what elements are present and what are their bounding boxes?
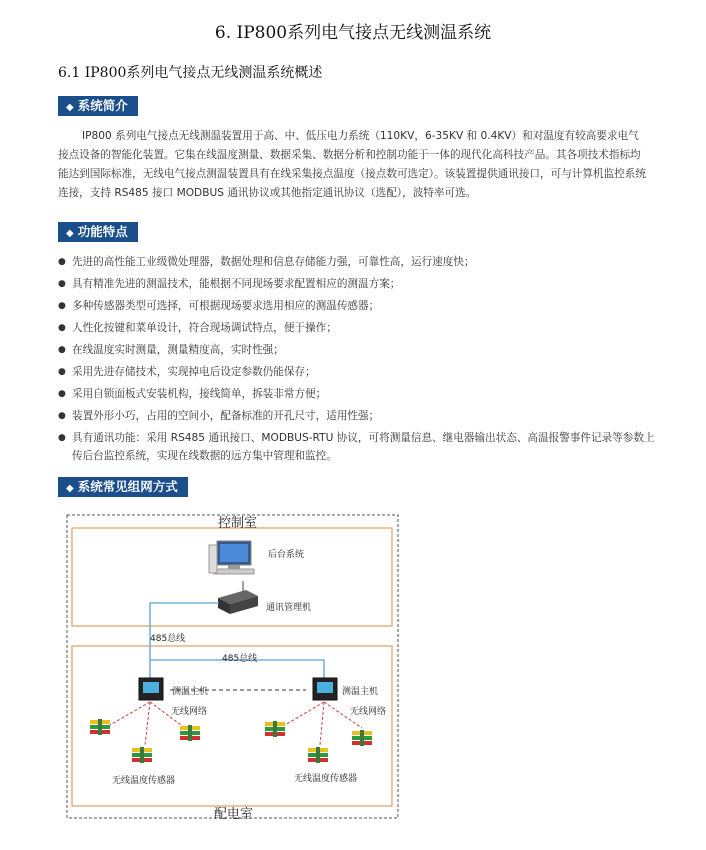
section-heading-network-label: 系统常见组网方式 (77, 479, 178, 494)
sensor-icon (308, 747, 328, 763)
sensor-icon (132, 747, 152, 763)
list-item-text: 采用先进存储技术，实现掉电后设定参数仍能保存； (72, 366, 316, 378)
list-item-text: 具有精准先进的测温技术，能根据不同现场要求配置相应的测温方案； (72, 278, 401, 290)
list-item-text: 采用自锁面板式安装机构，接线简单，拆装非常方便； (72, 388, 327, 400)
sensors-label: 无线温度传感器 (294, 774, 358, 784)
comm-manager-label: 通讯管理机 (266, 603, 312, 613)
diamond-icon: ◆ (66, 102, 74, 113)
wireless-label: 无线网络 (350, 707, 387, 717)
diamond-icon: ◆ (66, 483, 74, 494)
bullet-icon: ● (58, 411, 66, 421)
backend-label: 后台系统 (268, 550, 305, 560)
temperature-host-icon (313, 678, 337, 700)
diamond-icon: ◆ (66, 228, 74, 239)
bullet-icon: ● (58, 323, 66, 333)
sensors-label: 无线温度传感器 (112, 776, 176, 786)
bullet-icon: ● (58, 345, 66, 355)
host-label: 测温主机 (342, 687, 379, 697)
bullet-icon: ● (58, 433, 66, 443)
bullet-icon: ● (58, 301, 66, 311)
section-heading-intro-label: 系统简介 (77, 98, 128, 113)
bullet-icon: ● (58, 389, 66, 399)
sensor-icon (90, 719, 110, 735)
document-title: 6. IP800系列电气接点无线测温系统 (214, 23, 492, 43)
bus-label: 485总线 (150, 634, 186, 644)
bullet-icon: ● (58, 279, 66, 289)
list-item-text: 在线温度实时测量，测量精度高，实时性强； (72, 344, 284, 356)
list-item-text: 先进的高性能工业级微处理器，数据处理和信息存储能力强，可靠性高，运行速度快； (72, 256, 475, 268)
bullet-icon: ● (58, 257, 66, 267)
bullet-icon: ● (58, 367, 66, 377)
list-item-text: 装置外形小巧，占用的空间小，配备标准的开孔尺寸，适用性强； (72, 410, 380, 422)
wireless-label: 无线网络 (171, 707, 208, 717)
control-room-label: 控制室 (218, 516, 258, 531)
host-label: 测温主机 (172, 687, 209, 697)
computer-icon (209, 541, 254, 574)
sensor-icon (180, 725, 200, 741)
distribution-room-label: 配电室 (214, 807, 254, 822)
list-item-text: 具有通讯功能：采用 RS485 通讯接口、MODBUS-RTU 协议，可将测量信息、继电器输出状态、高温报警事件记录等参数上传后台监控系统，实现在线数据的远方集中管理和监控。 (72, 432, 655, 462)
temperature-host-icon (139, 678, 163, 700)
section-heading-features-label: 功能特点 (77, 224, 128, 239)
sensor-icon (265, 721, 285, 737)
intro-paragraph: IP800 系列电气接点无线测温装置用于高、中、低压电力系统（110KV，6-35KV 和 0.4KV）和对温度有较高要求电气接点设备的智能化装置。它集在线温度测量、数据采集、数据分析和控制功能于一体的现代化高科技产品。其各项技术指标均能达到国际标准，无线电气接点测温装置具有在线采集接点温度（接点数可选定）。该装置提供通讯接口，可与计算机监控系统连接，支持 RS485 接口 MODBUS 通讯协议或其他指定通讯协议（选配），波特率可选。 (58, 130, 646, 199)
section-subtitle: 6.1 IP800系列电气接点无线测温系统概述 (58, 65, 323, 81)
comm-manager-icon (218, 581, 258, 614)
list-item-text: 多种传感器类型可选择，可根据现场要求选用相应的测温传感器； (72, 300, 380, 312)
list-item-text: 人性化按键和菜单设计，符合现场调试特点，便于操作； (72, 322, 337, 334)
sensor-icon (352, 730, 372, 746)
bus-label: 485总线 (222, 654, 258, 664)
